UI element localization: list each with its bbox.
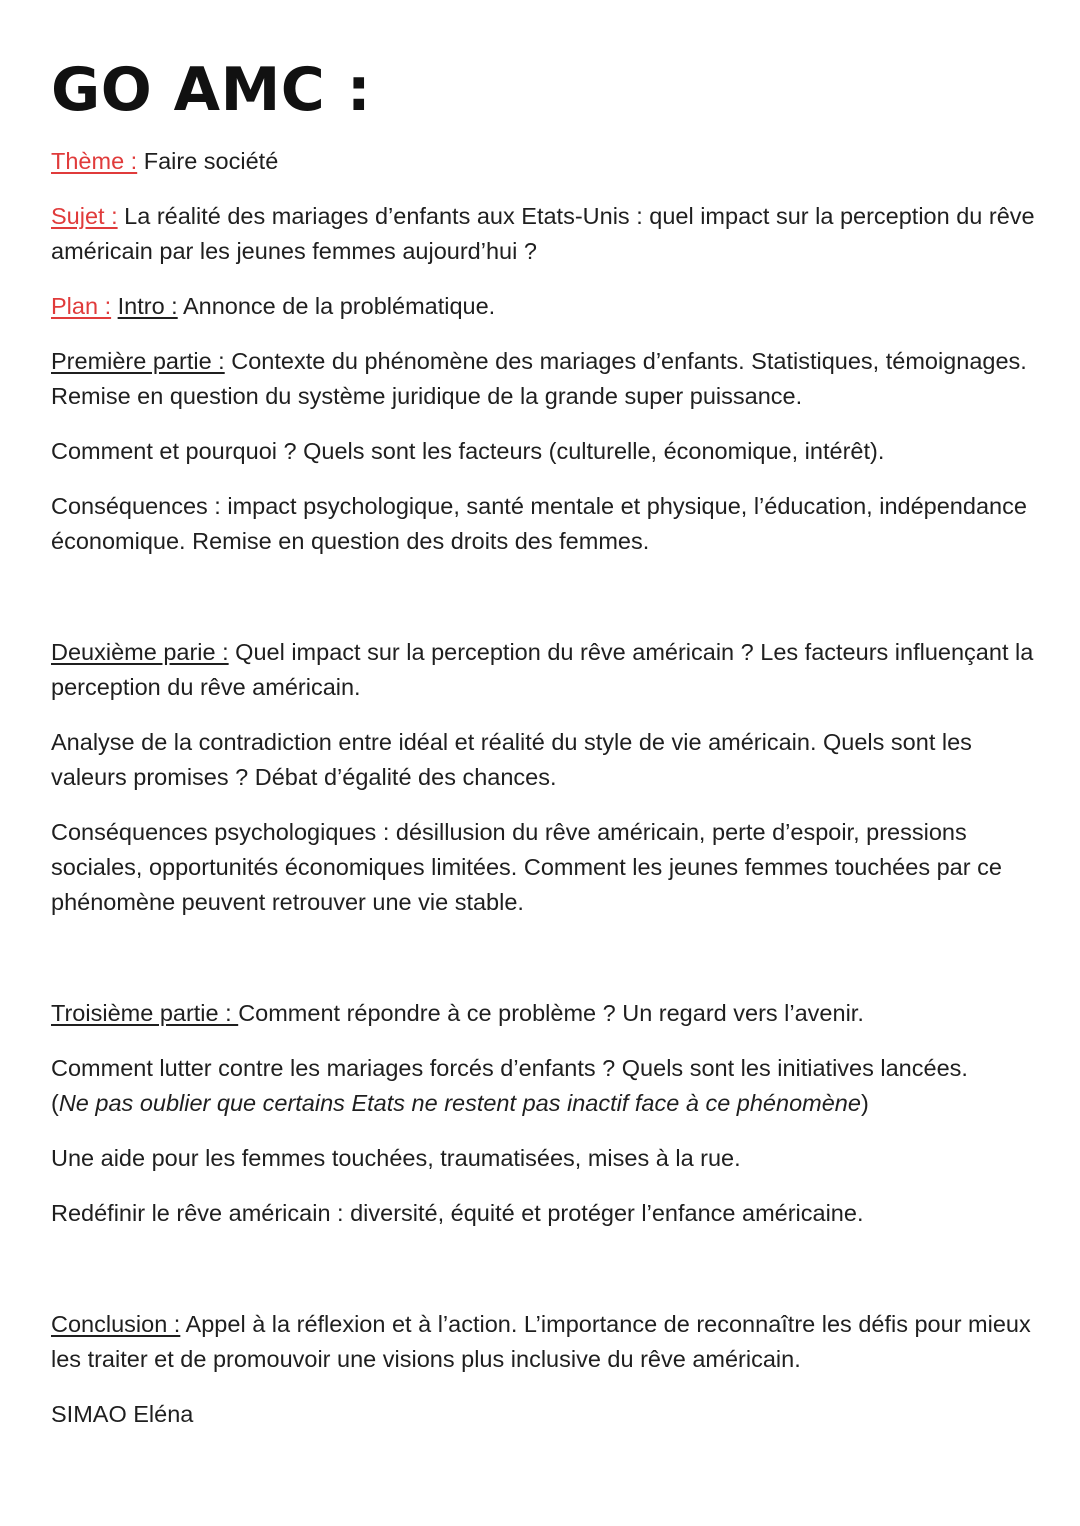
- part3-p2-note: Ne pas oublier que certains Etats ne restent pas inactif face à ce phénomène: [58, 1090, 861, 1116]
- part1-label: Première partie :: [51, 348, 225, 374]
- theme-line: [51, 144, 1041, 179]
- author-name: SIMAO Eléna: [51, 1401, 194, 1427]
- part3-text: Comment répondre à ce problème ? Un regard vers l’avenir.: [238, 1000, 864, 1026]
- part3-label: Troisième partie :: [51, 1000, 239, 1026]
- part1-paragraph-2: Comment et pourquoi ? Quels sont les facteurs (culturelle, économique, intérêt).: [51, 438, 885, 464]
- conclusion-text: Appel à la réflexion et à l’action. L’importance de reconnaître les défis pour mieux les traiter et de promouvoir une visions plus inclusive du rêve américain.: [51, 1311, 1031, 1372]
- document-page: [51, 50, 1041, 1452]
- subject-label: Sujet :: [51, 203, 118, 229]
- part3-p2-text: Comment lutter contre les mariages forcés d’enfants ? Quels sont les initiatives lancées.: [51, 1055, 968, 1081]
- part3-p2-close: ): [860, 1090, 869, 1116]
- subject-line: [51, 199, 1041, 269]
- conclusion-label: Conclusion :: [51, 1311, 181, 1337]
- theme-label: Thème :: [51, 148, 138, 174]
- plan-label: Plan :: [51, 293, 112, 319]
- part2-paragraph-2: Analyse de la contradiction entre idéal et réalité du style de vie américain. Quels sont les valeurs promises ? Débat d’égalité des chances.: [51, 729, 972, 790]
- part3-paragraph-2: [51, 1051, 1041, 1121]
- part1-intro: [51, 344, 1041, 414]
- intro-label: Intro :: [117, 293, 178, 319]
- part3-p2-open: (: [51, 1090, 59, 1116]
- subject-text: La réalité des mariages d’enfants aux Etats-Unis : quel impact sur la perception du rêve américain par les jeunes femmes aujourd’hui ?: [51, 203, 1035, 264]
- part1-text: Contexte du phénomène des mariages d’enfants. Statistiques, témoignages. Remise en question du système juridique de la grande super puissance.: [51, 348, 1027, 409]
- part3-intro: [51, 996, 1041, 1031]
- part1-paragraph-3: Conséquences : impact psychologique, santé mentale et physique, l’éducation, indépendance économique. Remise en question des droits des femmes.: [51, 493, 1027, 554]
- part2-intro: [51, 635, 1041, 705]
- conclusion-line: [51, 1307, 1041, 1377]
- part3-paragraph-3: Une aide pour les femmes touchées, traumatisées, mises à la rue.: [51, 1145, 741, 1171]
- part3-paragraph-4: Redéfinir le rêve américain : diversité, équité et protéger l’enfance américaine.: [51, 1200, 864, 1226]
- plan-line: [51, 289, 1041, 324]
- part2-paragraph-3: Conséquences psychologiques : désillusion du rêve américain, perte d’espoir, pressions sociales, opportunités économiques limitées. Comment les jeunes femmes touchées par ce phénomène peuvent retrouver une vie stable.: [51, 819, 1002, 915]
- page-title: GO AMC :: [51, 55, 372, 125]
- part2-text: Quel impact sur la perception du rêve américain ? Les facteurs influençant la perception du rêve américain.: [51, 639, 1034, 700]
- theme-text: Faire société: [137, 148, 279, 174]
- part2-label: Deuxième parie :: [51, 639, 229, 665]
- intro-text: Annonce de la problématique.: [177, 293, 496, 319]
